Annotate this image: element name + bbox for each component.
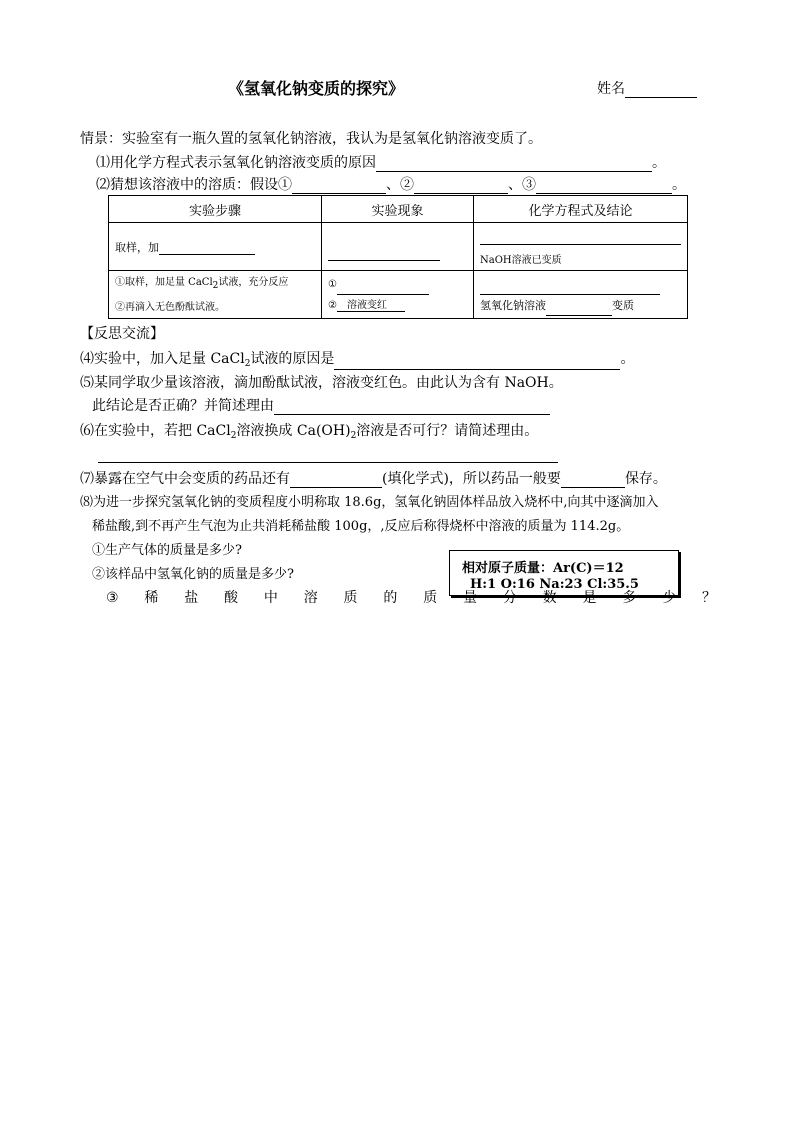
page-title: 《氢氧化钠变质的探究》 (228, 79, 405, 98)
sub-question-3-char: ③ (106, 590, 119, 606)
sub-question-1: ①生产气体的质量是多少? (92, 543, 242, 558)
name-blank[interactable] (625, 83, 697, 98)
reflection-heading: 【反思交流】 (80, 326, 164, 342)
row2-step-a-pre: ①取样，加足量 CaCl (115, 276, 213, 288)
row2-obs-a-blank[interactable] (337, 280, 429, 295)
header-equations: 化学方程式及结论 (474, 196, 688, 223)
atomic-mass-line-1: 相对原子质量：Ar(C)＝12 (462, 561, 624, 576)
row2-step-b: ②再滴入无色酚酞试液。 (115, 301, 225, 313)
row2-conclusion (474, 271, 688, 319)
question-8-b: 稀盐酸,到不再产生气泡为止共消耗稀盐酸 100g，,反应后称得烧杯中溶液的质量为 114.2g。 (92, 519, 630, 534)
row1-observation-blank[interactable] (328, 246, 440, 261)
row2-obs-b-label: ② (328, 299, 337, 311)
question-4-end: 。 (620, 351, 635, 367)
question-1-text: ⑴用化学方程式表示氢氧化钠溶液变质的原因 (96, 155, 376, 171)
question-6-sub-1: 2 (230, 431, 237, 441)
row1-conclusion-text: NaOH溶液已变质 (480, 254, 562, 266)
row2-conclusion-blank[interactable] (546, 301, 612, 316)
question-6-post: 溶液是否可行？请简述理由。 (356, 423, 539, 439)
sub-question-3-char: 多 (622, 590, 637, 606)
scenario-text: 情景：实验室有一瓶久置的氢氧化钠溶液，我认为是氢氧化钠溶液变质了。 (80, 131, 542, 147)
sub-question-3-char: 分 (502, 590, 517, 606)
answer-blank-6[interactable] (98, 448, 558, 463)
question-2-sep-1: 、② (386, 177, 414, 193)
question-8-a: ⑻为进一步探究氢氧化钠的变质程度小明称取 18.6g，氢氧化钠固体样品放入烧杯中,向其中逐滴加入 (80, 495, 659, 510)
experiment-table (108, 195, 688, 319)
row2-step-a-post: 试液，充分反应 (218, 276, 289, 288)
answer-blank-7b[interactable] (561, 473, 625, 488)
name-label: 姓名 (597, 81, 625, 97)
row2-obs-b-text: 溶液变红 (337, 300, 405, 312)
question-4 (80, 351, 634, 370)
row2-step-a-sub: 2 (212, 280, 219, 291)
header-observations: 实验现象 (322, 196, 474, 223)
table-row (109, 223, 688, 271)
sub-question-3-char: 数 (542, 590, 557, 606)
table-header-row (109, 196, 688, 223)
question-2-text: ⑵猜想该溶液中的溶质：假设① (96, 177, 292, 193)
row1-conclusion (474, 223, 688, 271)
sub-question-2: ②该样品中氢氧化钠的质量是多少? (92, 567, 294, 582)
question-1 (96, 155, 666, 172)
hypothesis-blank-1[interactable] (292, 179, 386, 194)
question-4-post: 试液的原因是 (250, 351, 335, 367)
row2-step-a (115, 272, 315, 297)
row2-conclusion-pre: 氢氧化钠溶液 (480, 298, 546, 312)
row2-equation-blank[interactable] (480, 280, 660, 295)
row2-observation (322, 271, 474, 319)
question-7-end: 保存。 (624, 471, 667, 487)
hypothesis-blank-3[interactable] (536, 179, 672, 194)
sub-question-3-char: 是 (582, 590, 597, 606)
question-5-b-text: 此结论是否正确？并简述理由 (92, 398, 274, 414)
row1-observation (322, 223, 474, 271)
question-2-sep-2: 、③ (508, 177, 536, 193)
question-4-pre: ⑷实验中，加入足量 CaCl (80, 351, 245, 367)
question-7-pre: ⑺暴露在空气中会变质的药品还有 (80, 471, 290, 487)
question-6-mid: 溶液换成 Ca(OH) (236, 423, 351, 439)
row1-step (109, 223, 322, 271)
question-6 (80, 423, 538, 442)
sub-question-3-char: 质 (343, 590, 358, 606)
answer-blank-1[interactable] (376, 157, 652, 172)
sub-question-3-char: 盐 (184, 590, 199, 606)
question-2 (96, 177, 686, 194)
question-4-sub: 2 (244, 359, 251, 369)
sub-question-3-char: 量 (463, 590, 478, 606)
sub-question-3-char: 的 (383, 590, 398, 606)
question-5: ⑸某同学取少量该溶液，滴加酚酞试液，溶液变红色。由此认为含有 NaOH。 (80, 375, 563, 391)
question-5-b (92, 398, 550, 415)
atomic-mass-line-2: H:1 O:16 Na:23 Cl:35.5 (470, 577, 639, 592)
sub-question-3-char: 酸 (224, 590, 239, 606)
question-6-pre: ⑹在实验中，若把 CaCl (80, 423, 231, 439)
sub-question-3-char: 中 (263, 590, 278, 606)
question-7-mid: (填化学式)，所以药品一般要 (382, 471, 561, 487)
question-2-end: 。 (672, 177, 686, 193)
answer-blank-7a[interactable] (290, 473, 382, 488)
sub-question-3-char: 溶 (303, 590, 318, 606)
sub-question-3 (106, 590, 716, 607)
question-1-end: 。 (652, 155, 666, 171)
answer-blank-5[interactable] (274, 400, 550, 415)
row2-step (109, 271, 322, 319)
header-steps: 实验步骤 (109, 196, 322, 223)
question-6-sub-2: 2 (350, 431, 357, 441)
row2-conclusion-post: 变质 (612, 298, 634, 312)
hypothesis-blank-2[interactable] (414, 179, 508, 194)
sub-question-3-char: 稀 (144, 590, 159, 606)
row1-step-blank[interactable] (159, 240, 255, 255)
table-row (109, 271, 688, 319)
answer-blank-4[interactable] (334, 355, 620, 370)
sub-question-3-char: ？ (701, 590, 716, 606)
sub-question-3-char: 质 (423, 590, 438, 606)
row1-step-text: 取样，加 (115, 240, 159, 254)
sub-question-3-char: 少 (662, 590, 677, 606)
name-field[interactable] (597, 81, 697, 98)
row1-equation-blank[interactable] (480, 230, 681, 245)
row2-obs-a-label: ① (328, 278, 337, 290)
question-7 (80, 471, 667, 488)
